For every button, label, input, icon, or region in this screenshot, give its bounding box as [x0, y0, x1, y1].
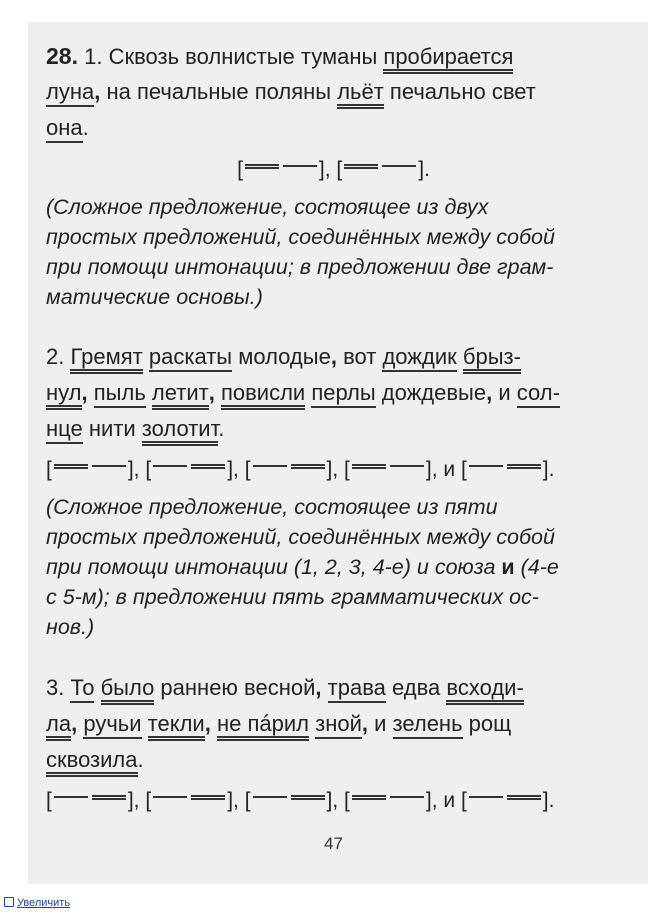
exercise-number: 28.	[46, 43, 78, 69]
s2-text: дождевые	[375, 380, 487, 405]
subject: раскаты	[149, 344, 232, 372]
predicate: текли	[148, 711, 205, 741]
s1-note-4: матические основы.)	[46, 285, 263, 309]
subject-mark	[54, 796, 88, 798]
predicate: летит	[152, 380, 209, 410]
s3-number: 3.	[46, 675, 65, 700]
predicate-mark	[191, 795, 225, 800]
zoom-link[interactable]	[4, 897, 70, 909]
s2-note-2: простых предложений, соединённых между собой	[46, 525, 555, 549]
s1-note-3: при помощи интонации; в предложении две грам-	[46, 255, 554, 279]
bracket: ].	[542, 458, 555, 481]
comma: ,	[330, 344, 337, 369]
predicate: пробирается	[383, 44, 513, 74]
s2-line-3	[46, 413, 638, 445]
s1-note-1: (Сложное предложение, состоящее из двух	[46, 195, 489, 219]
comma: ,	[361, 711, 368, 736]
predicate-mark	[291, 795, 325, 800]
comma: ,	[94, 79, 101, 104]
predicate: не пáрил	[217, 711, 309, 741]
period: .	[218, 416, 225, 441]
subject-mark	[469, 796, 503, 798]
subject: перлы	[311, 380, 375, 408]
s1-note-2: простых предложений, соединённых между собой	[46, 225, 555, 249]
s2-line-1	[46, 341, 638, 373]
subject: сол-	[517, 380, 560, 408]
subject: луна	[46, 79, 94, 107]
s2-text: нити	[82, 416, 142, 441]
bracket: ], и [	[425, 458, 467, 481]
s2-note-5: нов.)	[46, 615, 95, 639]
s2-note-3	[46, 551, 638, 583]
predicate-mark	[352, 795, 386, 800]
subject: пыль	[94, 380, 146, 408]
s2-text: молодые	[232, 344, 331, 369]
predicate-mark	[92, 795, 126, 800]
magnifier-icon	[4, 897, 14, 907]
predicate: сквозила	[46, 747, 138, 777]
bracket: ].	[542, 789, 555, 812]
predicate: ла	[46, 711, 71, 741]
comma: ,	[315, 675, 322, 700]
s1-number: 1.	[84, 44, 103, 69]
note-text: (4-е	[514, 555, 559, 579]
subject: зной	[315, 711, 362, 739]
predicate-mark	[507, 464, 541, 469]
predicate: всходи-	[446, 675, 523, 705]
period: .	[82, 115, 89, 140]
subject-mark	[92, 465, 126, 467]
bracket: ], [	[127, 458, 152, 481]
comma: ,	[81, 380, 88, 405]
subject-mark	[390, 465, 424, 467]
bracket: ], и [	[425, 789, 467, 812]
predicate: золотит	[142, 416, 218, 446]
subject-mark	[253, 796, 287, 798]
subject-mark	[153, 465, 187, 467]
bracket: ], [	[326, 458, 350, 481]
s1-text: на печальные поляны	[100, 79, 338, 104]
predicate-mark	[507, 795, 541, 800]
comma: ,	[208, 380, 215, 405]
s2-line-2	[46, 377, 638, 409]
subject: она	[46, 115, 83, 143]
predicate-mark	[344, 164, 378, 169]
predicate: льёт	[337, 79, 384, 109]
s2-scheme	[46, 454, 638, 486]
subject-mark	[390, 796, 424, 798]
s1-line-2	[46, 76, 638, 108]
subject-mark	[283, 165, 317, 167]
bracket: [	[46, 789, 52, 812]
s3-text: рощ	[462, 711, 512, 736]
s3-text: раннею весной	[154, 675, 316, 700]
predicate-mark	[352, 464, 386, 469]
bracket: ], [	[127, 789, 152, 812]
subject: То	[70, 675, 94, 703]
comma: ,	[204, 711, 211, 736]
s1-line-1	[46, 40, 638, 72]
bracket: ], [	[227, 789, 251, 812]
predicate: было	[101, 675, 155, 705]
predicate-mark	[291, 464, 325, 469]
bracket: [	[237, 158, 243, 181]
s3-line-3	[46, 744, 638, 776]
subject-mark	[382, 165, 416, 167]
subject-mark	[469, 465, 503, 467]
predicate: Гремят	[70, 344, 142, 374]
predicate-mark	[191, 464, 225, 469]
subject: трава	[328, 675, 386, 703]
subject: ручьи	[83, 711, 141, 739]
period: .	[137, 747, 144, 772]
bracket: ], [	[326, 789, 350, 812]
s3-text: и	[368, 711, 393, 736]
zoom-link-label: Увеличить	[17, 897, 71, 909]
predicate-mark	[245, 164, 279, 169]
s1-line-3	[46, 112, 638, 144]
bracket: ], [	[227, 458, 251, 481]
conjunction: и	[501, 555, 515, 579]
subject: нце	[46, 416, 83, 444]
subject-mark	[253, 465, 287, 467]
s3-text: едва	[385, 675, 447, 700]
subject: зелень	[393, 711, 463, 739]
note-text: при помощи интонации (1, 2, 3, 4-е) и союза	[46, 555, 496, 579]
predicate-mark	[54, 464, 88, 469]
s2-note-1: (Сложное предложение, состоящее из пяти	[46, 495, 498, 519]
predicate: нул	[46, 380, 82, 410]
s2-note-4: с 5-м); в предложении пять грамматических ос-	[46, 585, 539, 609]
s1-text: Сквозь волнистые туманы	[102, 44, 384, 69]
bracket: [	[46, 458, 52, 481]
s3-line-2	[46, 708, 638, 740]
subject: дождик	[382, 344, 456, 372]
bracket: ].	[418, 158, 430, 181]
comma: ,	[486, 380, 493, 405]
subject-mark	[153, 796, 187, 798]
page-number: 47	[324, 834, 343, 853]
s2-number: 2.	[46, 344, 65, 369]
s3-line-1	[46, 672, 638, 704]
comma: ,	[71, 711, 78, 736]
s3-scheme	[46, 785, 638, 817]
s1-text: печально свет	[383, 79, 536, 104]
s2-text: и	[492, 380, 517, 405]
s2-text: вот	[336, 344, 383, 369]
predicate: брыз-	[463, 344, 521, 374]
s1-scheme	[0, 154, 667, 186]
bracket: ], [	[318, 158, 343, 181]
predicate: повисли	[221, 380, 305, 410]
